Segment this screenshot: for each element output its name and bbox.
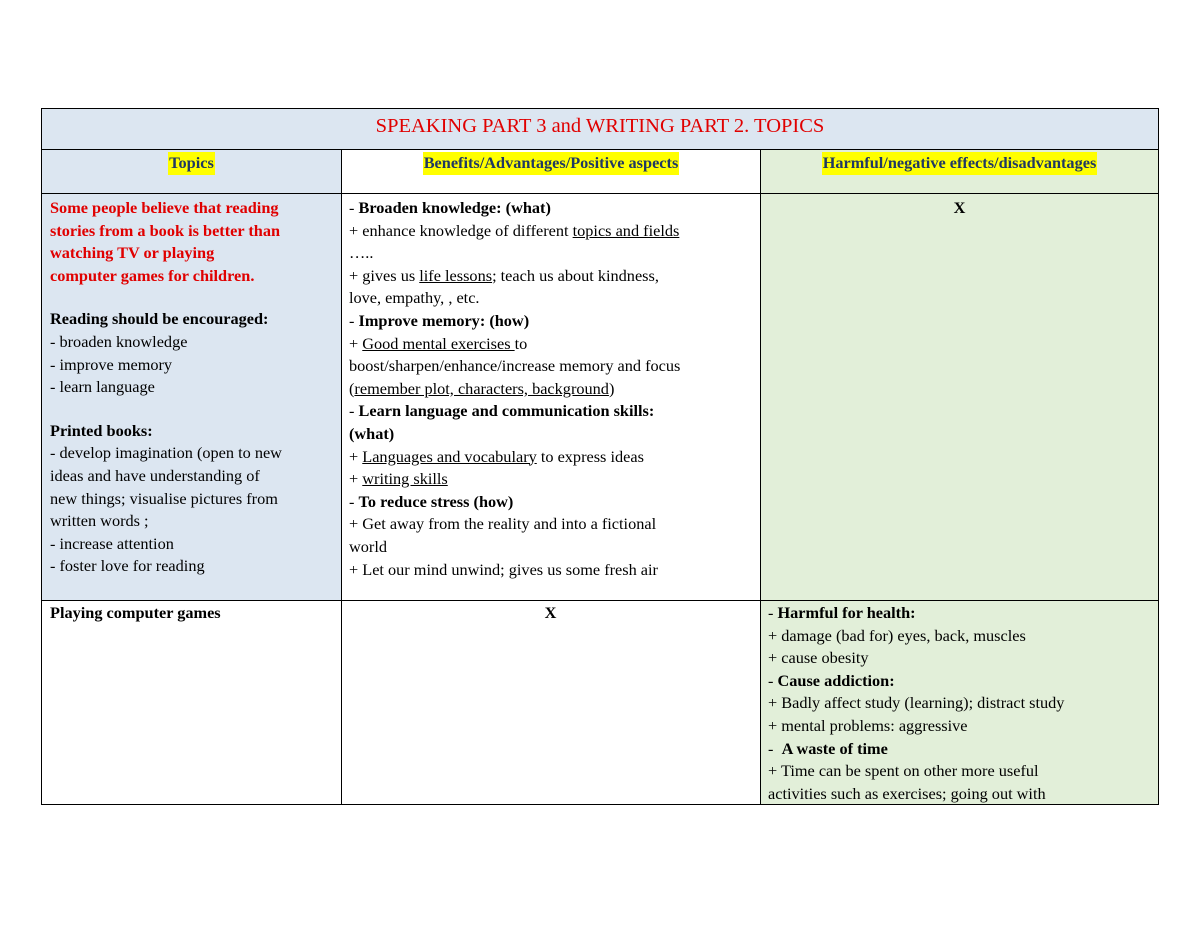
- harm-line: + mental problems: aggressive: [768, 715, 968, 735]
- reading-heading: Reading should be encouraged:: [50, 309, 269, 329]
- harm-line: + damage (bad for) eyes, back, muscles: [768, 625, 1026, 645]
- benefit-line: + Languages and vocabulary to express ideas: [349, 446, 644, 466]
- not-applicable-mark: X: [953, 198, 966, 217]
- printed-item: new things; visualise pictures from: [50, 488, 278, 508]
- topic-statement-line: Some people believe that reading: [50, 198, 279, 217]
- benefit-heading: - Broaden knowledge: (what): [349, 198, 551, 217]
- benefit-line: + Get away from the reality and into a fictional: [349, 514, 657, 534]
- topic-statement-line: computer games for children.: [50, 265, 255, 285]
- reading-item: - improve memory: [50, 354, 173, 374]
- header-benefits: Benefits/Advantages/Positive aspects: [423, 152, 680, 175]
- header-benefits-cell: [342, 150, 761, 194]
- topic-statement-line: stories from a book is better than: [50, 220, 281, 240]
- header-topics: Topics: [168, 152, 215, 175]
- header-topics-cell: [42, 150, 342, 194]
- table-title-cell: [42, 109, 1158, 150]
- row1-harmful-cell: [761, 194, 1158, 601]
- printed-item: - develop imagination (open to new: [50, 443, 282, 463]
- benefit-line: + Good mental exercises to: [349, 333, 528, 353]
- row2-topic-cell: [42, 601, 342, 804]
- harm-line: + Badly affect study (learning); distract study: [768, 693, 1065, 713]
- benefit-heading: (what): [349, 423, 395, 443]
- harm-line: + Time can be spent on other more useful: [768, 761, 1039, 781]
- row1-topic-cell: [42, 194, 342, 601]
- benefit-line: + enhance knowledge of different topics and fields: [349, 220, 680, 240]
- benefit-line: world: [349, 536, 387, 556]
- benefit-line: boost/sharpen/enhance/increase memory and focus: [349, 356, 681, 376]
- benefit-line: + gives us life lessons; teach us about kindness,: [349, 265, 659, 285]
- benefit-line: + Let our mind unwind; gives us some fresh air: [349, 559, 658, 579]
- printed-item: written words ;: [50, 511, 149, 531]
- header-harmful: Harmful/negative effects/disadvantages: [822, 152, 1098, 175]
- benefit-heading: - To reduce stress (how): [349, 491, 514, 511]
- printed-item: - foster love for reading: [50, 556, 205, 576]
- harm-heading: - Cause addiction:: [768, 670, 895, 690]
- harm-heading: - Harmful for health:: [768, 603, 916, 622]
- printed-item: ideas and have understanding of: [50, 465, 260, 485]
- topic-title: Playing computer games: [50, 603, 221, 622]
- benefit-line: …..: [349, 243, 374, 263]
- harm-line: activities such as exercises; going out with: [768, 783, 1046, 803]
- benefit-line: love, empathy, , etc.: [349, 288, 480, 308]
- row2-benefits-cell: [342, 601, 761, 804]
- benefit-line: + writing skills: [349, 469, 448, 489]
- benefit-heading: - Learn language and communication skills:: [349, 401, 655, 421]
- printed-item: - increase attention: [50, 533, 174, 553]
- printed-heading: Printed books:: [50, 420, 153, 440]
- reading-item: - broaden knowledge: [50, 331, 188, 351]
- benefit-line: (remember plot, characters, background): [349, 378, 615, 398]
- harm-heading: - A waste of time: [768, 738, 888, 758]
- topic-statement-line: watching TV or playing: [50, 243, 215, 263]
- row1-benefits-cell: [342, 194, 761, 601]
- topics-table: [41, 108, 1159, 805]
- reading-item: - learn language: [50, 377, 155, 397]
- row2-harmful-cell: [761, 601, 1158, 804]
- harm-line: + cause obesity: [768, 648, 869, 668]
- benefit-heading: - Improve memory: (how): [349, 310, 530, 330]
- header-harmful-cell: [761, 150, 1158, 194]
- not-applicable-mark: X: [544, 603, 557, 622]
- table-title: SPEAKING PART 3 and WRITING PART 2. TOPICS: [375, 115, 825, 137]
